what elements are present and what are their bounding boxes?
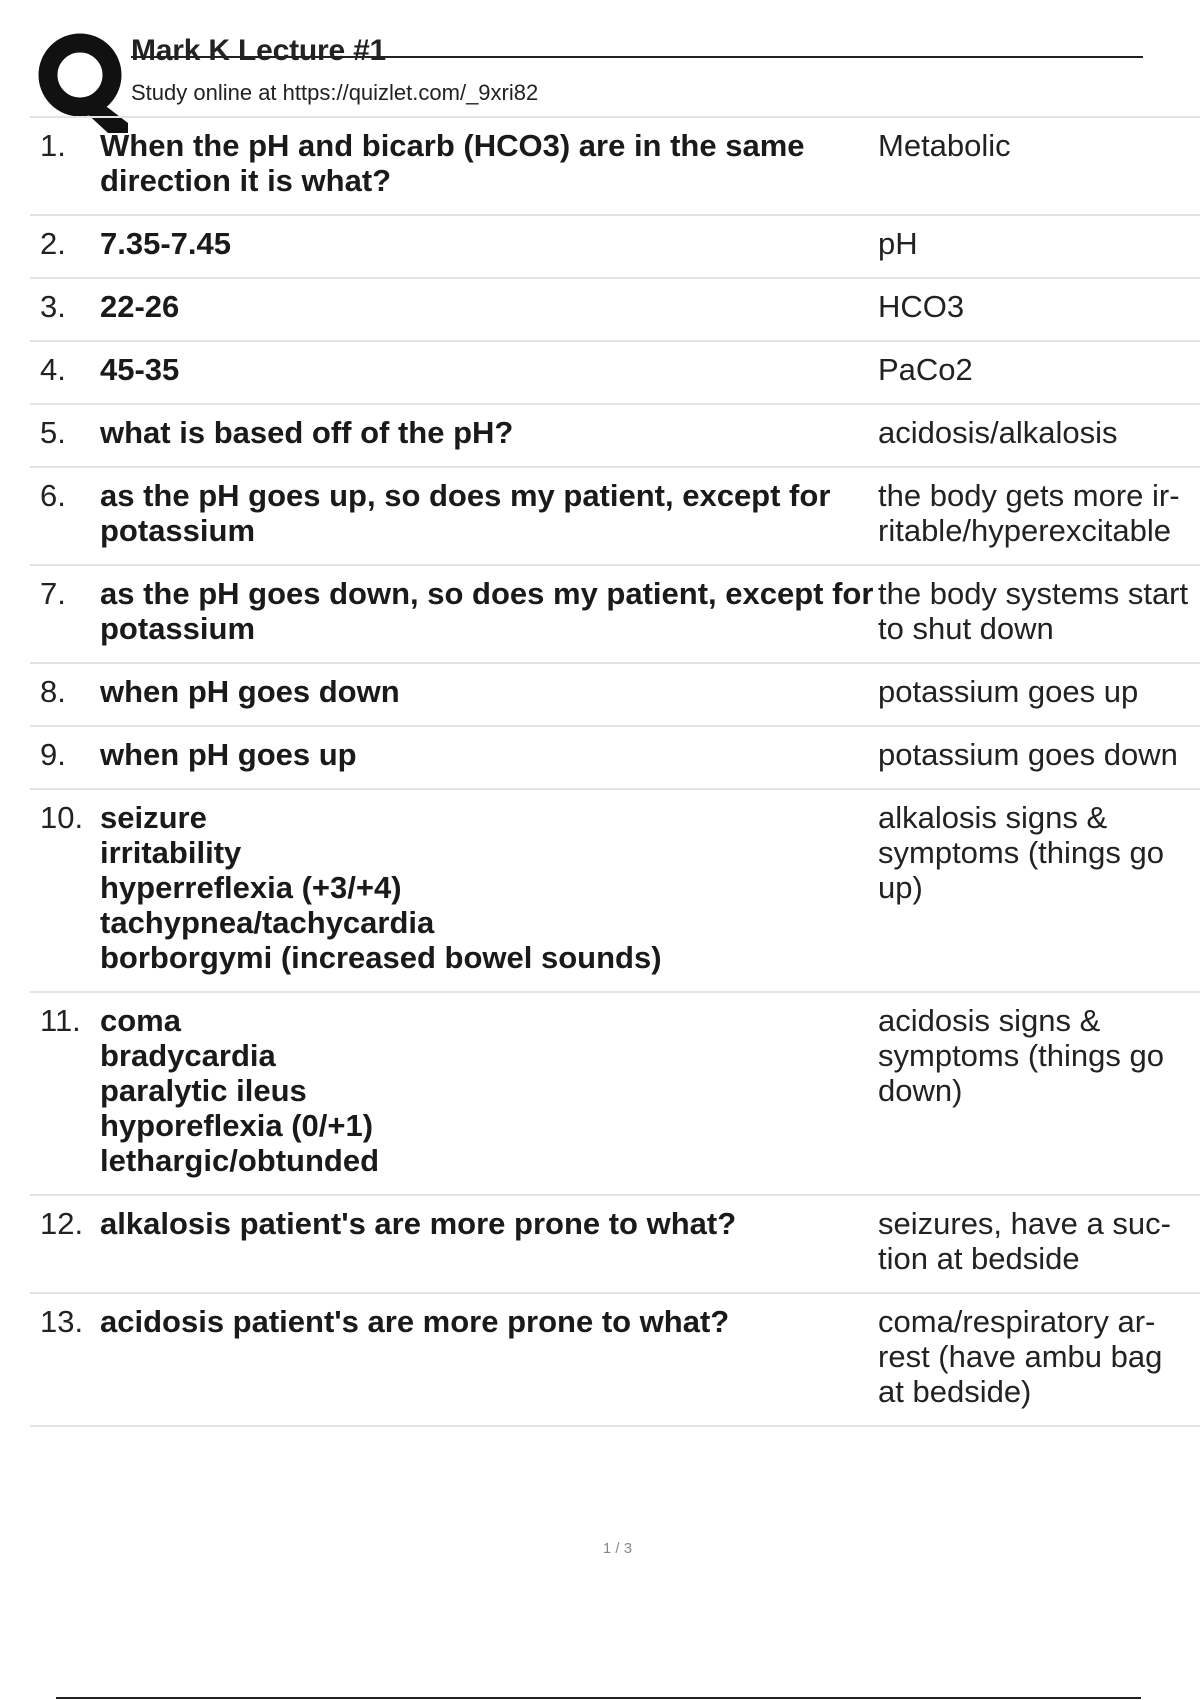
flashcard-row [30,993,1200,1196]
flashcard-row [30,216,1200,279]
card-term: what is based off of the pH? [100,415,514,450]
card-definition: PaCo2 [878,352,973,387]
card-number: 9. [40,737,66,772]
flashcard-row [30,279,1200,342]
card-number: 8. [40,674,66,709]
card-term: coma bradycardia paralytic ileus hyporeflexia (0/+1) lethargic/obtunded [100,1003,379,1178]
card-number: 2. [40,226,66,261]
card-number: 1. [40,128,66,163]
bottom-rule [56,1697,1141,1699]
flashcard-row [30,664,1200,727]
card-number: 13. [40,1304,84,1339]
card-term: When the pH and bicarb (HCO3) are in the same direction it is what? [100,128,805,198]
card-term: 7.35-7.45 [100,226,231,261]
card-number: 10. [40,800,84,835]
card-definition: the body gets more ir-ritable/hyperexcitable [878,478,1180,548]
flashcard-row [30,566,1200,664]
flashcard-row [30,1196,1200,1294]
card-number: 6. [40,478,66,513]
card-number: 12. [40,1206,84,1241]
header [30,30,1130,118]
card-term: as the pH goes up, so does my patient, except for potassium [100,478,831,548]
flashcard-row [30,342,1200,405]
card-definition: Metabolic [878,128,1011,163]
flashcard-row [30,727,1200,790]
card-term: when pH goes up [100,737,357,772]
card-definition: potassium goes up [878,674,1139,709]
page-indicator: 1 / 3 [602,1540,633,1557]
flashcard-row [30,118,1200,216]
card-term: seizure irritability hyperreflexia (+3/+4) tachypnea/tachycardia borborgymi (increased bowel sounds) [100,800,662,975]
card-number: 4. [40,352,66,387]
card-number: 7. [40,576,66,611]
flashcard-list [30,116,1200,1427]
card-term: as the pH goes down, so does my patient, except for potassium [100,576,874,646]
card-definition: the body systems start to shut down [878,576,1189,646]
card-definition: coma/respiratory ar-rest (have ambu bag at bedside) [878,1304,1163,1409]
card-definition: seizures, have a suc-tion at bedside [878,1206,1171,1276]
card-number: 3. [40,289,66,324]
card-term: 22-26 [100,289,180,324]
flashcard-row [30,1294,1200,1427]
card-term: acidosis patient's are more prone to what? [100,1304,730,1339]
flashcard-row [30,405,1200,468]
card-definition: acidosis/alkalosis [878,415,1118,450]
card-definition: potassium goes down [878,737,1178,772]
card-definition: alkalosis signs & symptoms (things go up) [878,800,1164,905]
card-definition: HCO3 [878,289,965,324]
flashcard-row [30,790,1200,993]
card-number: 11. [40,1003,81,1038]
flashcard-row [30,468,1200,566]
card-term: 45-35 [100,352,180,387]
card-definition: pH [878,226,918,261]
card-term: when pH goes down [100,674,400,709]
card-term: alkalosis patient's are more prone to what? [100,1206,737,1241]
card-definition: acidosis signs & symptoms (things go down) [878,1003,1164,1108]
page-title: Mark K Lecture #1 [131,34,387,67]
study-online-link[interactable]: Study online at https://quizlet.com/_9xri82 [131,80,539,105]
card-number: 5. [40,415,66,450]
